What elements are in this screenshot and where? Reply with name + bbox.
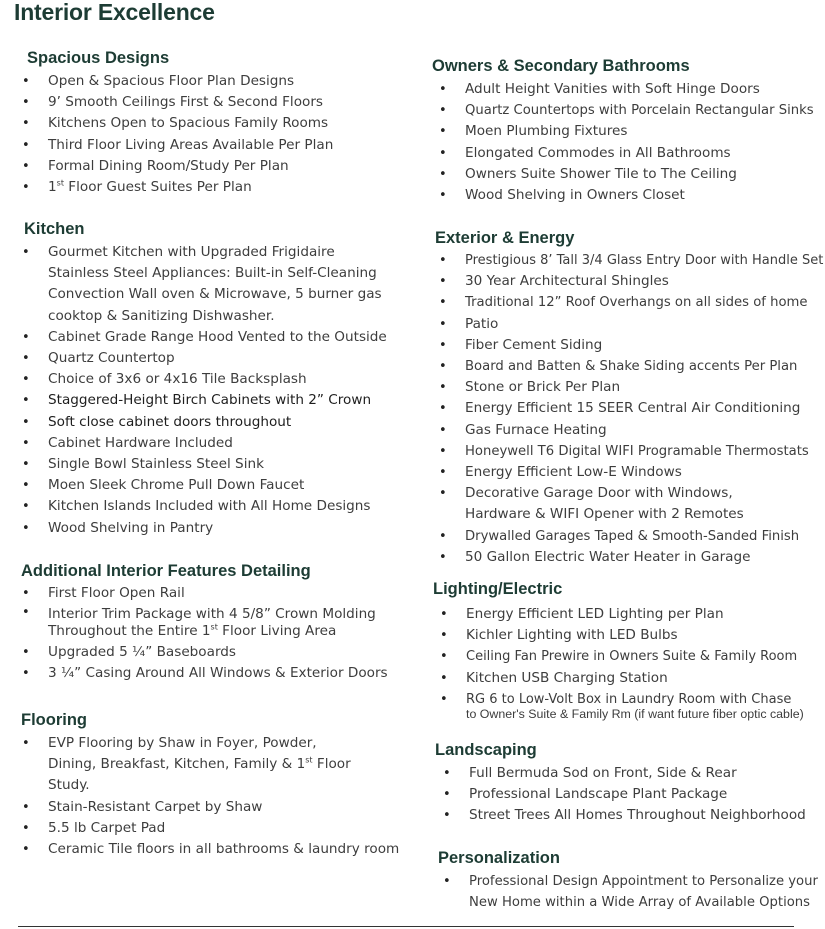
list-item: • Wood Shelving in Owners Closet: [439, 185, 819, 206]
section-title-exterior-energy: Exterior & Energy: [435, 229, 575, 247]
list-item: • First Floor Open Rail: [22, 583, 417, 604]
list-item: • Professional Landscape Plant Package: [443, 784, 813, 805]
list-spacious-designs: [22, 71, 412, 198]
list-item-text: Floor Study.: [48, 756, 351, 794]
list-item: • 5.5 lb Carpet Pad: [22, 818, 417, 839]
list-item: • Ceramic Tile floors in all bathrooms & laundry room: [22, 839, 417, 860]
list-item: [22, 177, 412, 198]
list-item: • 3 ¼” Casing Around All Windows & Exterior Doors: [22, 663, 417, 684]
section-title-bathrooms: Owners & Secondary Bathrooms: [432, 57, 690, 75]
list-item: • Energy Efficient Low-E Windows: [439, 462, 819, 483]
list-item: • Cabinet Grade Range Hood Vented to the Outside: [22, 327, 397, 348]
list-item: • Full Bermuda Sod on Front, Side & Rear: [443, 763, 813, 784]
list-item: • Third Floor Living Areas Available Per Plan: [22, 135, 412, 156]
list-item: • Choice of 3x6 or 4x16 Tile Backsplash: [22, 369, 397, 390]
list-item-text: Interior Trim Package with 4 5/8” Crown Molding: [48, 606, 376, 623]
section-title-spacious-designs: Spacious Designs: [27, 49, 170, 67]
list-item: • Adult Height Vanities with Soft Hinge Doors: [439, 79, 819, 100]
list-personalization: [443, 871, 823, 913]
superscript: st: [210, 622, 218, 632]
section-title-lighting-electric: Lighting/Electric: [433, 580, 563, 598]
section-title-additional-interior: Additional Interior Features Detailing: [21, 562, 311, 580]
list-item: • Board and Batten & Shake Siding accents Per Plan: [439, 356, 819, 377]
list-item: [22, 733, 368, 797]
superscript: st: [56, 178, 64, 188]
section-title-personalization: Personalization: [438, 849, 560, 867]
list-item-text: EVP Flooring by Shaw in Foyer, Powder, Dining, Breakfast, Kitchen, Family & 1: [48, 735, 317, 773]
list-item: • Quartz Countertop: [22, 348, 397, 369]
list-item: • Kitchen Islands Included with All Home Designs: [22, 496, 397, 517]
list-item: • Owners Suite Shower Tile to The Ceiling: [439, 164, 819, 185]
list-item: [22, 604, 417, 640]
list-item: • Quartz Countertops with Porcelain Rectangular Sinks: [439, 100, 819, 121]
list-item: • Street Trees All Homes Throughout Neighborhood: [443, 805, 813, 826]
list-item: • Prestigious 8’ Tall 3/4 Glass Entry Door with Handle Set: [439, 250, 819, 271]
list-lighting-electric: [440, 604, 820, 722]
section-title-landscaping: Landscaping: [435, 741, 537, 759]
list-additional-interior: [22, 583, 417, 685]
list-item-continuation: to Owner's Suite & Family Rm (if want future fiber optic cable): [466, 707, 804, 722]
list-exterior-energy: [439, 250, 824, 568]
list-bathrooms: [439, 79, 819, 206]
list-item-text: 1: [48, 179, 57, 196]
list-item: • 30 Year Architectural Shingles: [439, 271, 819, 292]
list-item: • Patio: [439, 314, 819, 335]
bottom-divider: [18, 926, 794, 927]
list-item: • Ceiling Fan Prewire in Owners Suite & Family Room: [440, 646, 820, 667]
list-item-text: Throughout the Entire 1: [48, 623, 211, 640]
list-item: • Traditional 12” Roof Overhangs on all sides of home: [439, 292, 819, 313]
list-item: • Kitchen USB Charging Station: [440, 668, 820, 689]
list-item: • Gourmet Kitchen with Upgraded Frigidaire Stainless Steel Appliances: Built-in Self-Cleaning Convection Wall oven & Microwave, 5 burner gas cooktop & Sanitizing Dishwasher.: [22, 242, 388, 327]
list-item: • Stain-Resistant Carpet by Shaw: [22, 797, 417, 818]
list-item: • 50 Gallon Electric Water Heater in Garage: [439, 547, 819, 568]
list-item: • Energy Efficient 15 SEER Central Air Conditioning: [439, 398, 819, 419]
list-item: • Upgraded 5 ¼” Baseboards: [22, 642, 417, 663]
list-item: • Moen Sleek Chrome Pull Down Faucet: [22, 475, 397, 496]
list-item: • Single Bowl Stainless Steel Sink: [22, 454, 397, 475]
list-flooring: [22, 733, 417, 860]
superscript: st: [305, 755, 313, 765]
list-item: • Stone or Brick Per Plan: [439, 377, 819, 398]
section-title-kitchen: Kitchen: [24, 220, 85, 238]
section-title-flooring: Flooring: [21, 711, 87, 729]
list-item: • Staggered-Height Birch Cabinets with 2” Crown: [22, 390, 397, 411]
list-item: • Cabinet Hardware Included: [22, 433, 397, 454]
list-item: • Energy Efficient LED Lighting per Plan: [440, 604, 820, 625]
list-item-text: Floor Guest Suites Per Plan: [63, 179, 252, 196]
list-item: • Kichler Lighting with LED Bulbs: [440, 625, 820, 646]
list-item: • Moen Plumbing Fixtures: [439, 121, 819, 142]
list-item: • Gas Furnace Heating: [439, 420, 819, 441]
page-title: Interior Excellence: [14, 0, 215, 25]
list-item: • Open & Spacious Floor Plan Designs: [22, 71, 412, 92]
list-item: • Formal Dining Room/Study Per Plan: [22, 156, 412, 177]
list-item: • Decorative Garage Door with Windows, Hardware & WIFI Opener with 2 Remotes: [439, 483, 785, 525]
list-item: • Fiber Cement Siding: [439, 335, 819, 356]
list-item: • Soft close cabinet doors throughout: [22, 412, 397, 433]
list-item: • Wood Shelving in Pantry: [22, 518, 397, 539]
list-item: • Elongated Commodes in All Bathrooms: [439, 143, 819, 164]
list-item: • Kitchens Open to Spacious Family Rooms: [22, 113, 412, 134]
list-item: • Professional Design Appointment to Personalize your New Home within a Wide Array of Available Options: [443, 871, 819, 913]
list-item: • Drywalled Garages Taped & Smooth-Sanded Finish: [439, 526, 819, 547]
list-item: • RG 6 to Low-Volt Box in Laundry Room with Chase: [440, 689, 820, 710]
list-item: • 9’ Smooth Ceilings First & Second Floors: [22, 92, 412, 113]
list-kitchen: [22, 242, 397, 539]
list-item: • Honeywell T6 Digital WIFI Programable Thermostats: [439, 441, 819, 462]
list-landscaping: [443, 763, 813, 827]
list-item-text: Floor Living Area: [217, 623, 337, 640]
